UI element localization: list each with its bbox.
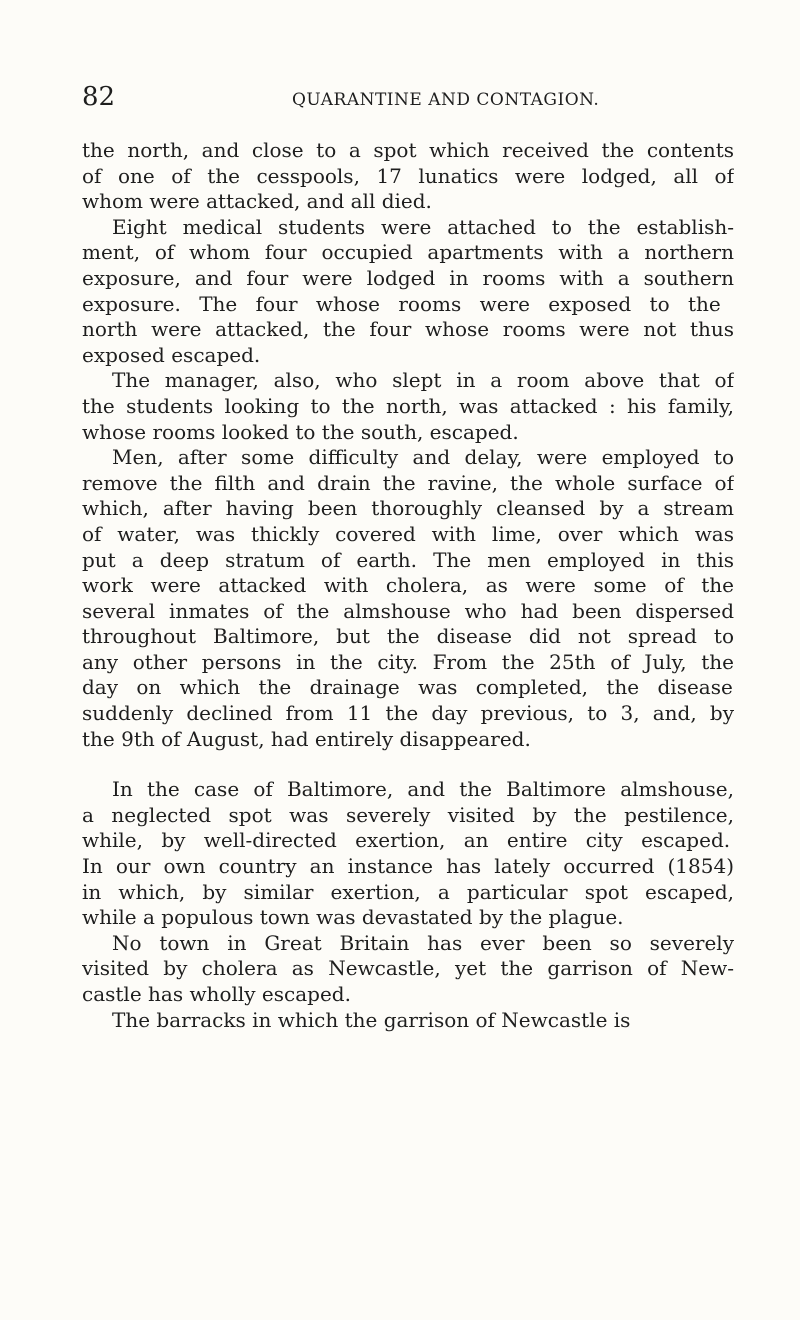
paragraph: [82, 138, 734, 215]
text-line: exposure. The four whose rooms were exposed to the: [82, 291, 721, 316]
text-line: exposed escaped.: [82, 342, 261, 367]
text-line: the north, and close to a spot which received the contents: [82, 138, 734, 162]
page-header: [82, 82, 722, 118]
body-text: [82, 138, 734, 1033]
text-line: Eight medical students were attached to the establish-: [112, 214, 734, 239]
text-line: ment, of whom four occupied apartments with a northern: [82, 240, 734, 265]
text-line: The manager, also, who slept in a room above that of: [112, 368, 734, 393]
text-line: The barracks in which the garrison of Newcastle is: [112, 1007, 631, 1032]
paragraph: [82, 777, 734, 931]
text-line: Men, after some difficulty and delay, were employed to: [112, 445, 734, 470]
text-line: which, after having been thoroughly cleansed by a stream: [82, 496, 734, 521]
text-line: any other persons in the city. From the 25th of July, the: [82, 649, 734, 674]
text-line: north were attacked, the four whose rooms were not thus: [82, 317, 734, 342]
text-line: of one of the cesspools, 17 lunatics were lodged, all of: [82, 163, 734, 188]
paragraph: [82, 368, 734, 445]
running-head: QUARANTINE AND CONTAGION.: [292, 90, 600, 110]
text-line: throughout Baltimore, but the disease did not spread to: [82, 624, 734, 649]
text-line: In our own country an instance has lately occurred (1854): [82, 854, 734, 879]
text-line: whose rooms looked to the south, escaped.: [82, 419, 519, 444]
text-line: visited by cholera as Newcastle, yet the garrison of New-: [82, 956, 734, 981]
paragraph: [82, 215, 734, 369]
text-line: a neglected spot was severely visited by the pestilence,: [82, 802, 734, 827]
text-line: of water, was thickly covered with lime, over which was: [82, 521, 734, 546]
paragraph: [82, 1008, 734, 1034]
text-line: No town in Great Britain has ever been so severely: [112, 930, 734, 955]
text-line: day on which the drainage was completed, the disease: [82, 675, 733, 700]
section-gap: [82, 752, 734, 777]
text-line: while, by well-directed exertion, an entire city escaped.: [82, 828, 731, 853]
text-line: in which, by similar exertion, a particular spot escaped,: [82, 879, 734, 904]
text-line: remove the filth and drain the ravine, the whole surface of: [82, 470, 734, 495]
paragraph: [82, 445, 734, 752]
text-line: while a populous town was devastated by the plague.: [82, 905, 624, 930]
text-line: exposure, and four were lodged in rooms with a southern: [82, 265, 734, 290]
text-line: work were attacked with cholera, as were some of the: [82, 573, 734, 598]
text-line: the 9th of August, had entirely disappeared.: [82, 726, 531, 751]
paragraph: [82, 931, 734, 1008]
text-line: the students looking to the north, was attacked : his family,: [82, 393, 734, 418]
text-line: put a deep stratum of earth. The men employed in this: [82, 547, 734, 572]
page-number: 82: [82, 82, 116, 112]
text-line: several inmates of the almshouse who had been dispersed: [82, 598, 734, 623]
text-line: suddenly declined from 11 the day previous, to 3, and, by: [82, 701, 734, 726]
text-line: In the case of Baltimore, and the Baltimore almshouse,: [112, 777, 734, 802]
text-line: whom were attacked, and all died.: [82, 189, 432, 214]
text-line: castle has wholly escaped.: [82, 982, 351, 1006]
